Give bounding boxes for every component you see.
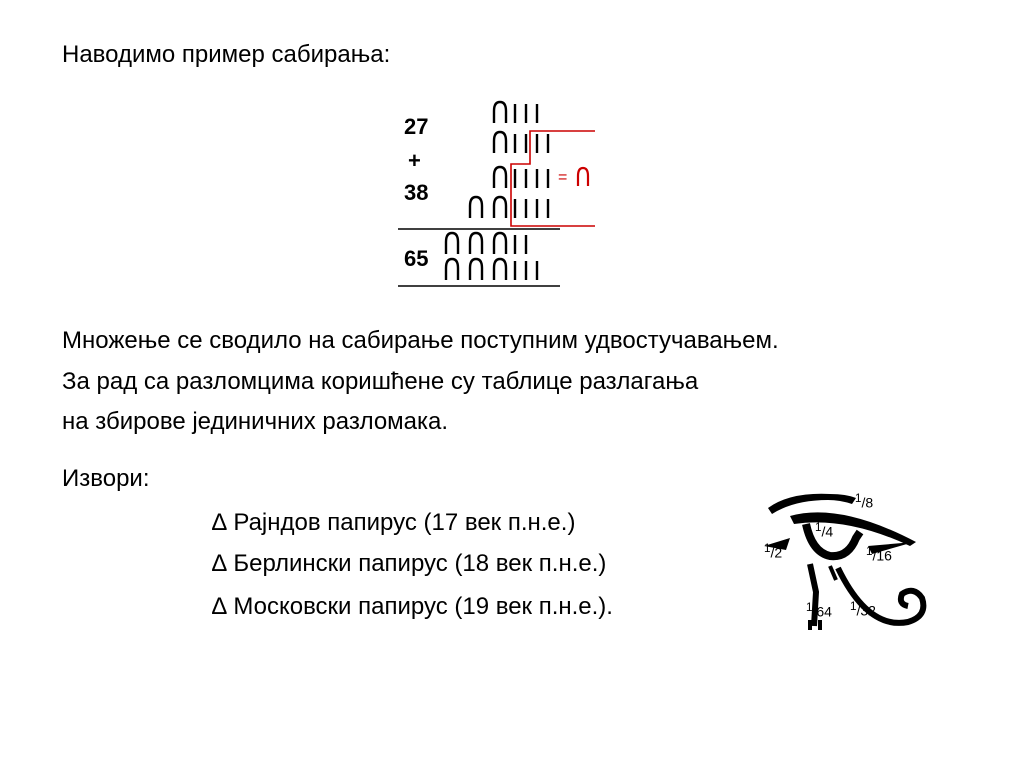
ten-glyph	[446, 233, 458, 254]
addend-27: 27	[404, 114, 429, 139]
carry-ten-glyph	[578, 168, 588, 186]
plus-sign: +	[408, 148, 421, 173]
ten-glyph	[494, 197, 506, 218]
ten-glyph	[494, 259, 506, 280]
fraction-1-32: $^1$/32	[850, 600, 876, 619]
ten-glyph	[470, 259, 482, 280]
fraction-1-8: $^1$/8	[855, 492, 874, 511]
equals-sign: =	[558, 169, 568, 186]
intro-text: Наводимо пример сабирања:	[62, 41, 391, 68]
ten-glyph	[470, 197, 482, 218]
paragraph-line-2: За рад са разломцима коришћене су таблице разлагања	[62, 368, 699, 395]
eyebrow-stroke	[768, 494, 856, 514]
sum-65: 65	[404, 246, 429, 271]
source-item-berlin: ∆ Берлински папирус (18 век п.н.е.)	[212, 550, 607, 577]
ten-glyph-carry	[494, 233, 506, 254]
fraction-1-2: $^1$/2	[764, 542, 783, 561]
spiral-base	[830, 566, 836, 580]
paragraph-line-3: на збирове јединичних разломака.	[62, 408, 449, 435]
sources-heading: Извори:	[62, 465, 150, 492]
ten-glyph	[494, 102, 506, 123]
fraction-1-16: $^1$/16	[866, 545, 892, 564]
source-item-moscow: ∆ Московски папирус (19 век п.н.е.).	[212, 593, 613, 620]
fraction-1-64: $^1$/64	[806, 601, 832, 620]
fraction-1-4: $^1$/4	[815, 521, 834, 540]
paragraph-line-1: Множење се сводило на сабирање поступним удвостучавањем.	[62, 327, 779, 354]
ten-glyph	[494, 167, 506, 188]
carry-grouping-outline	[511, 131, 595, 226]
ten-glyph	[470, 233, 482, 254]
ten-glyph	[446, 259, 458, 280]
source-item-rhind: ∆ Рајндов папирус (17 век п.н.е.)	[212, 509, 576, 536]
addend-38: 38	[404, 180, 429, 205]
ten-glyph	[494, 132, 506, 153]
